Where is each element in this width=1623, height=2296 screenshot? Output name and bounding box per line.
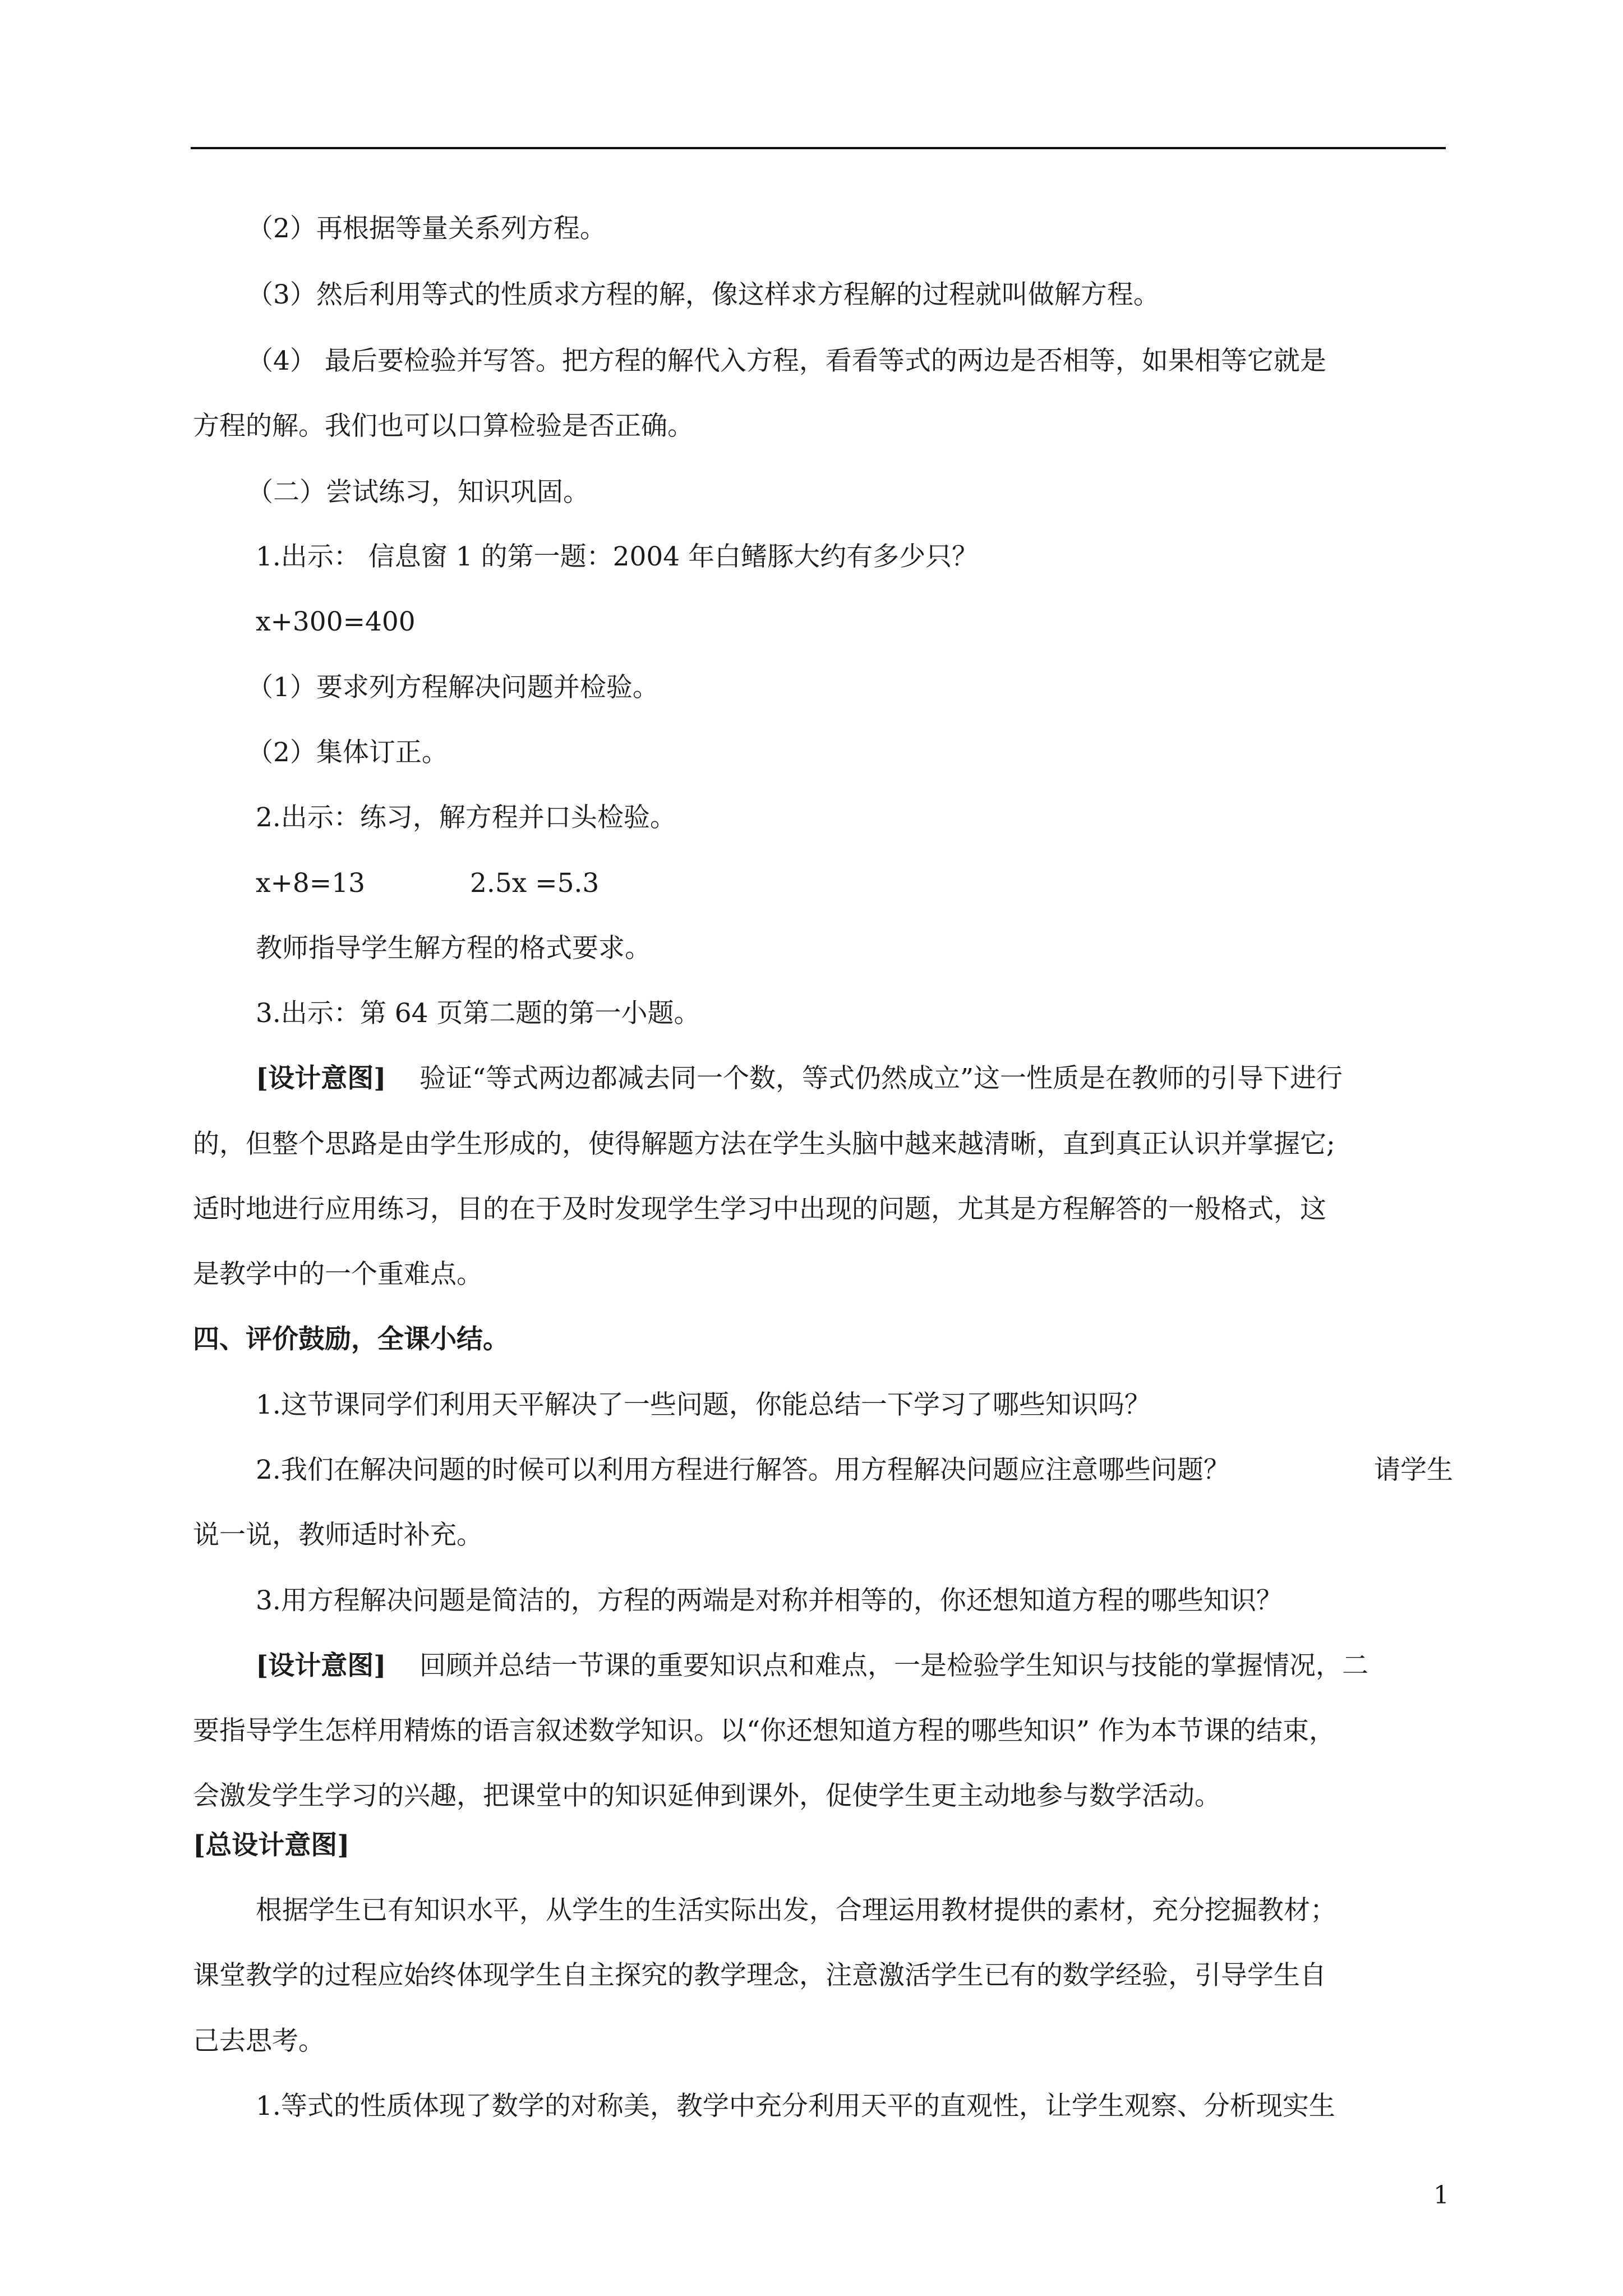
overall-design-intent-label: [总设计意图] bbox=[193, 1830, 350, 1861]
text-line: 根据学生已有知识水平，从学生的生活实际出发，合理运用教材提供的素材，充分挖掘教材； bbox=[256, 1895, 1336, 1926]
text-line: 方程的解。我们也可以口算检验是否正确。 bbox=[193, 411, 694, 441]
text-line: 是教学中的一个重难点。 bbox=[193, 1259, 483, 1290]
text-line: 3.用方程解决问题是简洁的，方程的两端是对称并相等的，你还想知道方程的哪些知识？ bbox=[256, 1585, 1283, 1616]
header-rule bbox=[191, 147, 1446, 149]
text-line: 请学生 bbox=[1374, 1455, 1453, 1485]
text-line: 2.我们在解决问题的时候可以利用方程进行解答。用方程解决问题应注意哪些问题？ bbox=[256, 1455, 1230, 1485]
text-line: 回顾并总结一节课的重要知识点和难点，一是检验学生知识与技能的掌握情况，二 bbox=[419, 1650, 1368, 1681]
text-line: （3）然后利用等式的性质求方程的解，像这样求方程解的过程就叫做解方程。 bbox=[247, 279, 1160, 310]
text-line: 2.出示：练习，解方程并口头检验。 bbox=[256, 802, 676, 833]
text-line: （1）要求列方程解决问题并检验。 bbox=[247, 672, 659, 703]
text-line: （2）集体订正。 bbox=[247, 737, 448, 768]
text-line: （2）再根据等量关系列方程。 bbox=[247, 213, 606, 244]
text-line: 要指导学生怎样用精炼的语言叙述数学知识。以“你还想知道方程的哪些知识” 作为本节课的结束， bbox=[193, 1715, 1335, 1746]
text-line: 适时地进行应用练习，目的在于及时发现学生学习中出现的问题，尤其是方程解答的一般格式，这 bbox=[193, 1194, 1326, 1225]
equation: x+300=400 bbox=[256, 606, 416, 637]
text-line: 3.出示：第 64 页第二题的第一小题。 bbox=[256, 998, 700, 1029]
text-line: 1.出示： 信息窗 1 的第一题：2004 年白鳍豚大约有多少只？ bbox=[256, 541, 979, 572]
page-number: 1 bbox=[1433, 2181, 1449, 2210]
design-intent-label: [设计意图] bbox=[256, 1063, 386, 1094]
text-line: 1.等式的性质体现了数学的对称美，教学中充分利用天平的直观性，让学生观察、分析现实生 bbox=[256, 2091, 1335, 2122]
design-intent-label: [设计意图] bbox=[256, 1650, 386, 1681]
section-heading: 四、评价鼓励，全课小结。 bbox=[193, 1324, 509, 1355]
equation: x+8=13 bbox=[256, 868, 365, 899]
text-line: 会激发学生学习的兴趣，把课堂中的知识延伸到课外，促使学生更主动地参与数学活动。 bbox=[193, 1780, 1221, 1811]
text-line: 说一说，教师适时补充。 bbox=[193, 1520, 483, 1550]
text-line: 的，但整个思路是由学生形成的，使得解题方法在学生头脑中越来越清晰，直到真正认识并掌握它; bbox=[193, 1129, 1335, 1159]
text-line: 1.这节课同学们利用天平解决了一些问题，你能总结一下学习了哪些知识吗？ bbox=[256, 1389, 1151, 1420]
section-heading: （二）尝试练习，知识巩固。 bbox=[247, 477, 589, 508]
text-line: （4） 最后要检验并写答。把方程的解代入方程，看看等式的两边是否相等，如果相等它就是 bbox=[247, 346, 1326, 376]
text-line: 己去思考。 bbox=[193, 2026, 325, 2056]
text-line: 验证“等式两边都减去同一个数，等式仍然成立”这一性质是在教师的引导下进行 bbox=[419, 1063, 1343, 1094]
equation: 2.5x =5.3 bbox=[470, 868, 600, 899]
text-line: 教师指导学生解方程的格式要求。 bbox=[256, 933, 651, 964]
text-line: 课堂教学的过程应始终体现学生自主探究的教学理念，注意激活学生已有的数学经验，引导学生自 bbox=[193, 1960, 1326, 1991]
